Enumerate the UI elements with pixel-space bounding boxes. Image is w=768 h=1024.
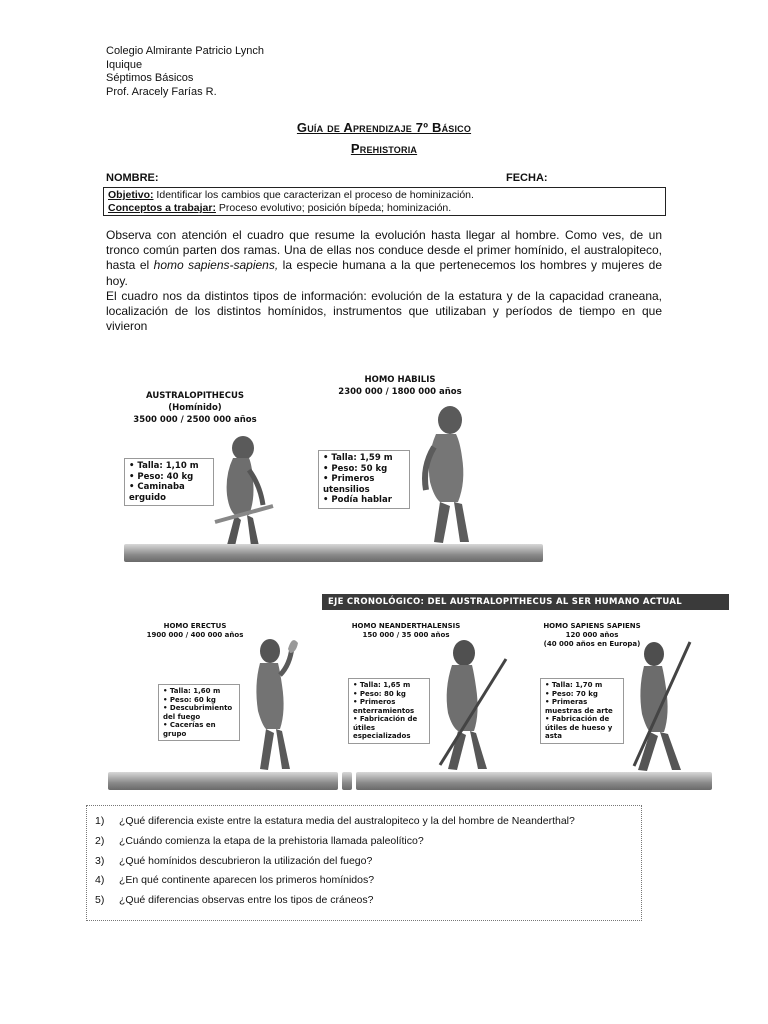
fact-item: • Talla: 1,59 m [323,453,405,464]
question-text: ¿En qué continente aparecen los primeros homínidos? [119,874,375,887]
objective-box [103,187,666,216]
title-line-1: Guía de Aprendizaje 7º Básico [296,120,472,135]
intro-text [106,228,662,334]
question-number: 2) [95,834,105,847]
question-number: 1) [95,815,105,827]
species-name: AUSTRALOPITHECUS [146,391,244,401]
fact-item: • Peso: 60 kg [163,696,235,705]
fact-item: • Fabricación de útiles de hueso y asta [545,715,619,741]
species-subtitle: (Homínido) [168,403,222,413]
questions-box [86,805,642,921]
intro-paragraph-1 [106,228,662,289]
species-dates: 2300 000 / 1800 000 años [338,387,462,397]
intro-p1-part-b: la especie humana a la que pertenecemos los hombres y mujeres de hoy. [106,258,662,288]
objective-line [108,189,661,202]
question-item [95,832,633,852]
objective-text: Identificar los cambios que caracterizan el proceso de hominización. [153,189,474,201]
fact-item: • Peso: 80 kg [353,690,425,699]
concepts-line [108,202,661,215]
species-dates: 120 000 años [565,631,619,639]
intro-p1-emphasis: homo sapiens-sapiens, [153,258,279,273]
homo-habilis-facts [318,450,410,509]
intro-p1-part-a: Observa con atención el cuadro que resume la evolución hasta llegar al hombre. Como ves, de un tronco común parten dos ramas. Una de ellas nos conduce desde el primer homínido, el australopiteco, hasta el [106,228,662,273]
question-number: 4) [95,874,105,887]
species-dates-europe: (40 000 años en Europa) [543,640,641,648]
question-item [95,871,633,891]
fact-item: • Talla: 1,10 m [129,461,209,472]
name-label: NOMBRE: [106,172,159,184]
student-fields [106,172,666,184]
fact-item: • Primeros utensilios [323,474,405,495]
timeline-bar-bottom-right [356,772,712,790]
chronology-banner: EJE CRONOLÓGICO: DEL AUSTRALOPITHECUS AL SER HUMANO ACTUAL [322,594,729,610]
homo-habilis-figure-icon [410,402,480,547]
fact-item: • Cacerías en grupo [163,721,235,738]
city: Iquique [106,58,143,71]
fact-item: • Peso: 40 kg [129,472,209,483]
date-label: FECHA: [506,172,548,184]
homo-habilis-label [330,374,470,398]
species-name: HOMO HABILIS [364,375,436,385]
australopithecus-facts [124,458,214,506]
concepts-label: Conceptos a trabajar: [108,202,216,214]
timeline-bar-gap [342,772,352,790]
question-text: ¿Cuándo comienza la etapa de la prehistoria llamada paleolítico? [119,834,424,847]
teacher-name: Prof. Aracely Farías R. [106,85,217,98]
question-number: 5) [95,894,105,907]
fact-item: • Talla: 1,65 m [353,681,425,690]
question-item [95,891,633,911]
grade-level: Séptimos Básicos [106,72,194,85]
fact-item: • Talla: 1,60 m [163,687,235,696]
species-name: HOMO SAPIENS SAPIENS [543,622,641,630]
homo-erectus-label [140,622,250,640]
fact-item: • Caminaba erguido [129,482,209,503]
fact-item: • Descubrimiento del fuego [163,704,235,721]
evolution-figure [0,360,768,800]
timeline-bar-bottom-left [108,772,338,790]
species-name: HOMO NEANDERTHALENSIS [351,622,461,630]
homo-sapiens-facts [540,678,624,744]
species-name: HOMO ERECTUS [163,622,227,630]
intro-paragraph-2: El cuadro nos da distintos tipos de información: evolución de la estatura y de la capacidad craneana, localización de los distintos homínidos, instrumentos que utilizaban y períodos de tiempo en que vivieron [106,288,662,334]
homo-erectus-figure-icon [240,635,300,773]
species-dates: 3500 000 / 2500 000 años [133,415,257,425]
species-dates: 1900 000 / 400 000 años [146,631,244,639]
homo-neanderthalensis-facts [348,678,430,744]
question-text: ¿Qué diferencias observas entre los tipos de cráneos? [119,894,374,907]
homo-erectus-facts [158,684,240,741]
question-number: 3) [95,854,105,867]
fact-item: • Peso: 70 kg [545,690,619,699]
question-text: ¿Qué homínidos descubrieron la utilización del fuego? [119,854,373,867]
australopithecus-figure-icon [205,430,275,550]
objective-label: Objetivo: [108,189,154,201]
timeline-bar-top [124,544,543,562]
species-dates: 150 000 / 35 000 años [362,631,450,639]
question-item [95,812,633,832]
title-line-2: Prehistoria [350,141,418,156]
homo-neanderthalensis-figure-icon [430,635,510,773]
school-name: Colegio Almirante Patricio Lynch [106,45,264,57]
fact-item: • Primeras muestras de arte [545,698,619,715]
homo-sapiens-figure-icon [620,638,700,774]
concepts-text: Proceso evolutivo; posición bípeda; hominización. [215,202,452,214]
school-header [106,45,264,99]
fact-item: • Talla: 1,70 m [545,681,619,690]
fact-item: • Fabricación de útiles especializados [353,715,425,741]
fact-item: • Peso: 50 kg [323,464,405,475]
question-item [95,852,633,872]
page-title [0,117,768,159]
fact-item: • Podía hablar [323,495,405,506]
question-text: ¿Qué diferencia existe entre la estatura media del australopiteco y la del hombre de Neanderthal? [119,815,575,827]
australopithecus-label [125,390,265,426]
fact-item: • Primeros enterramientos [353,698,425,715]
